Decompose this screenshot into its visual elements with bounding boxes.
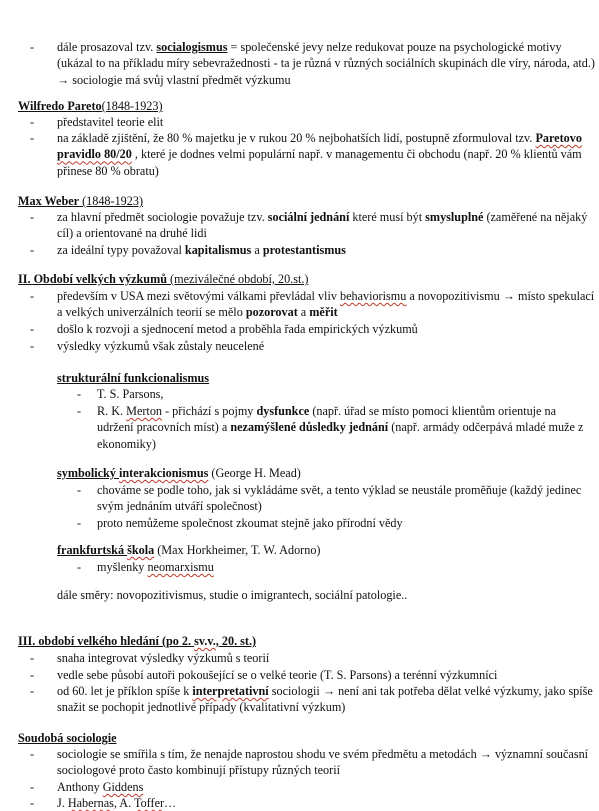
period-2-item-2: došlo k rozvoji a sjednocení metod a proběhla řada empirických výzkumů [57, 322, 418, 336]
modern-item-2: Anthony Giddens [57, 780, 144, 794]
bullet: - [30, 684, 35, 698]
bullet: - [30, 339, 35, 353]
pareto-item-2: na základě zjištění, že 80 % majetku je v rukou 20 % nejbohatších lidí, postupně zformuloval tzv. Paretovo pravidlo 80/20 , které je dodnes velmi populární např. v managementu či obchodu (např. 20 % klientů vám přinese 80 % obratu) [57, 131, 582, 178]
other-directions: dále směry: novopozitivismus, studie o imigrantech, sociální patologie.. [57, 588, 408, 602]
bullet: - [30, 651, 35, 665]
bullet: - [30, 322, 35, 336]
period-2-item-1: především v USA mezi světovými válkami převládal vliv behaviorismu a novopozitivismu → místo spekulací a velkých univerzálních teorií se mělo pozorovat a měřit [57, 289, 595, 320]
bullet: - [30, 115, 35, 129]
socialogismus-paragraph: dále prosazoval tzv. socialogismus = společenské jevy nelze redukovat pouze na psychologické motivy (ukázal to na příkladu míry sebevražednosti - ta je různá v různých sociálních skupinách dle víry, národa, atd.) → sociologie má svůj vlastní předmět výzkumu [57, 40, 595, 87]
period-3-item-3: od 60. let je příklon spíše k interpretativní sociologii → není ani tak potřeba dělat velké výzkumy, jako spíše snažit se pochopit jednotlivé případy (kvalitativní výzkum) [57, 684, 593, 715]
weber-heading: Max Weber (1848-1923) [18, 194, 144, 208]
bullet: - [77, 387, 82, 401]
bullet: - [30, 780, 35, 794]
weber-item-1: za hlavní předmět sociologie považuje tzv. sociální jednání které musí být smysluplné (zaměřené na nějaký cíl) a orientované na druhé lidi [57, 210, 588, 241]
weber-item-2: za ideální typy považoval kapitalismus a protestantismus [57, 243, 346, 257]
modern-sociology-heading: Soudobá sociologie [18, 731, 117, 745]
bullet: - [77, 404, 82, 418]
structural-functionalism-heading: strukturální funkcionalismus [57, 371, 210, 385]
bullet: - [77, 560, 82, 574]
modern-item-1: sociologie se smířila s tím, že nenajde naprostou shodu ve svém předmětu a metodách → významní současní sociologové proto často kombinují přístupy různých teorií [57, 747, 589, 778]
socialogismus-term: socialogismus [156, 40, 228, 54]
fs-item-1: myšlenky neomarxismu [97, 560, 214, 574]
pareto-item-1: představitel teorie elit [57, 115, 164, 129]
modern-item-3: J. Habernas, A. Toffer… [57, 796, 177, 810]
symbolic-interactionism-heading: symbolický interakcionismus (George H. Mead) [57, 466, 301, 480]
bullet: - [77, 483, 82, 497]
bullet: - [30, 131, 35, 145]
bullet: - [30, 747, 35, 761]
sf-item-1: T. S. Parsons, [97, 387, 164, 401]
bullet: - [30, 668, 35, 682]
pareto-heading: Wilfredo Pareto(1848-1923) [18, 99, 163, 113]
bullet: - [30, 210, 35, 224]
bullet: - [30, 796, 35, 810]
period-3-item-1: snaha integrovat výsledky výzkumů s teorií [57, 651, 270, 665]
si-item-2: proto nemůžeme společnost zkoumat stejně jako přírodní vědy [97, 516, 403, 530]
period-3-heading: III. období velkého hledání (po 2. sv.v., 20. st.) [18, 634, 257, 648]
sf-item-2: R. K. Merton - přichází s pojmy dysfunkce (např. úřad se místo pomoci klientům orientuje na udržení pracovních míst) a nezamýšlené důsledky jednání (např. armády odčerpává mladé muže z ekonomiky) [97, 404, 584, 451]
frankfurt-school-heading: frankfurtská škola (Max Horkheimer, T. W. Adorno) [57, 543, 321, 557]
bullet: - [77, 516, 82, 530]
si-item-1: chováme se podle toho, jak si vykládáme svět, a tento výklad se neustále proměňuje (každý jedinec svým jednáním utváří společnost) [97, 483, 582, 514]
period-3-item-2: vedle sebe působí autoři pokoušející se o velké teorie (T. S. Parsons) a terénní výzkumníci [57, 668, 498, 682]
period-2-item-3: výsledky výzkumů však zůstaly neucelené [57, 339, 265, 353]
bullet: - [30, 243, 35, 257]
pareto-rule-term: Paretovo pravidlo 80/20 [57, 131, 582, 162]
period-2-heading: II. Období velkých výzkumů (meziválečné období, 20.st.) [18, 272, 309, 286]
bullet: - [30, 289, 35, 303]
bullet: - [30, 40, 35, 54]
